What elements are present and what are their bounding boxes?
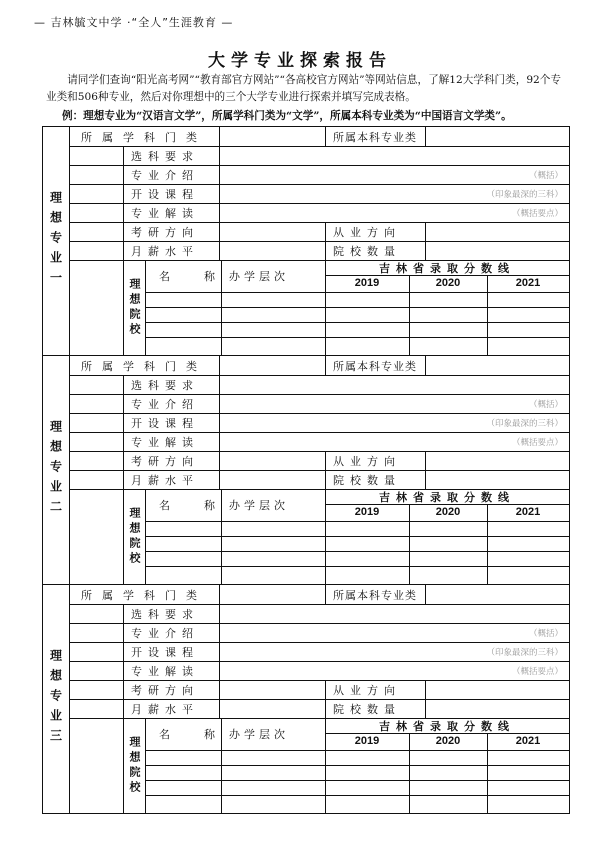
category-label: 所属学科门类 [81,359,207,373]
undergrad-class-label: 所属本科专业类 [333,359,417,373]
subject-req-row [69,375,569,395]
ideal-school-label: 理想院校 [128,735,141,796]
year-header: 2019 [354,506,380,518]
year-header: 2021 [515,277,541,289]
school-level-input[interactable] [222,293,324,353]
subject-req-row [69,604,569,624]
courses-label: 开设课程 [131,645,199,659]
undergrad-class-label: 所属本科专业类 [333,130,417,144]
school-name-input[interactable] [145,293,221,353]
postgrad-input[interactable] [219,680,325,699]
intro-row [69,394,569,414]
category-input[interactable] [219,356,325,375]
undergrad-class-input[interactable] [425,585,569,604]
salary-input[interactable] [219,241,325,260]
level-header: 办学层次 [229,499,289,512]
school-table [145,718,569,813]
courses-row [69,642,569,662]
interpret-hint: （概括要点） [511,208,563,219]
salary-input[interactable] [219,699,325,718]
postgrad-row [69,680,569,700]
interpret-hint: （概括要点） [511,666,563,677]
score-line-header: 吉林省录取分数线 [379,490,515,504]
intro-label: 专业介绍 [131,168,199,182]
salary-label: 月薪水平 [131,702,199,716]
interpret-hint: （概括要点） [511,437,563,448]
school-level-input[interactable] [222,522,324,582]
school_count-label: 院校数量 [333,244,401,258]
courses-label: 开设课程 [131,187,199,201]
postgrad-row [69,451,569,471]
year-header: 2019 [354,735,380,747]
header-line: — 吉林毓文中学 ·“全人”生涯教育 — [34,16,234,29]
level-header: 办学层次 [229,270,289,283]
interpret-row [69,432,569,452]
school_count-input[interactable] [425,241,569,260]
category-row [69,356,569,376]
intro-label: 专业介绍 [131,397,199,411]
major-section [43,127,569,356]
salary-label: 月薪水平 [131,244,199,258]
intro-hint: （概括） [528,170,563,181]
year-header: 2021 [515,735,541,747]
section-side-label: 理想专业二 [43,356,70,584]
interpret-row [69,661,569,681]
section-side-label: 理想专业三 [43,585,70,813]
undergrad-class-input[interactable] [425,127,569,146]
intro-label: 专业介绍 [131,626,199,640]
interpret-row [69,203,569,223]
subject-req-label: 选科要求 [131,149,199,163]
school-table [145,260,569,355]
subject-req-label: 选科要求 [131,378,199,392]
interpret-label: 专业解读 [131,435,199,449]
intro-row [69,165,569,185]
category-row [69,585,569,605]
page-title: 大学专业探索报告 [208,51,392,71]
year-header: 2021 [515,506,541,518]
major-section [43,585,569,813]
school-table [145,489,569,584]
postgrad-row [69,222,569,242]
intro-input[interactable] [219,394,569,413]
ideal-school-label: 理想院校 [128,506,141,567]
courses-hint: （印象最深的三科） [486,189,563,200]
subject-req-input[interactable] [219,375,569,394]
school-level-input[interactable] [222,751,324,811]
school-name-input[interactable] [145,522,221,582]
courses-label: 开设课程 [131,416,199,430]
postgrad-input[interactable] [219,222,325,241]
salary-row [69,699,569,719]
school_count-input[interactable] [425,699,569,718]
name-header: 名 称 [159,728,219,741]
career-input[interactable] [425,680,569,699]
intro-input[interactable] [219,165,569,184]
intro-hint: （概括） [528,628,563,639]
postgrad-label: 考研方向 [131,225,199,239]
subject-req-row [69,146,569,166]
undergrad-class-label: 所属本科专业类 [333,588,417,602]
career-label: 从业方向 [333,683,401,697]
school_count-input[interactable] [425,470,569,489]
level-header: 办学层次 [229,728,289,741]
category-label: 所属学科门类 [81,130,207,144]
year-header: 2020 [435,735,461,747]
category-input[interactable] [219,127,325,146]
salary-label: 月薪水平 [131,473,199,487]
subject-req-input[interactable] [219,146,569,165]
subject-req-label: 选科要求 [131,607,199,621]
example-line: 例：理想专业为“汉语言文学”，所属学科门类为“文学”，所属本科专业类为“中国语言文学类”。 [62,110,512,122]
score-line-header: 吉林省录取分数线 [379,261,515,275]
postgrad-input[interactable] [219,451,325,470]
career-label: 从业方向 [333,454,401,468]
salary-input[interactable] [219,470,325,489]
salary-row [69,241,569,261]
category-label: 所属学科门类 [81,588,207,602]
courses-row [69,184,569,204]
career-input[interactable] [425,222,569,241]
interpret-label: 专业解读 [131,206,199,220]
intro-input[interactable] [219,623,569,642]
major-section [43,356,569,585]
postgrad-label: 考研方向 [131,683,199,697]
year-header: 2020 [435,506,461,518]
intro-row [69,623,569,643]
ideal-school-label: 理想院校 [128,277,141,338]
report-table [42,126,570,814]
intro-paragraph: 请同学们查询“阳光高考网”“教育部官方网站”“各高校官方网站”等网站信息，了解12大学科门类，92个专业类和506种专业，然后对你理想中的三个大学专业进行探索并填写完成表格。 [46,74,561,103]
salary-row [69,470,569,490]
score-line-header: 吉林省录取分数线 [379,719,515,733]
name-header: 名 称 [159,270,219,283]
interpret-label: 专业解读 [131,664,199,678]
career-input[interactable] [425,451,569,470]
section-side-label: 理想专业一 [43,127,70,355]
category-input[interactable] [219,585,325,604]
name-header: 名 称 [159,499,219,512]
category-row [69,127,569,147]
year-header: 2019 [354,277,380,289]
undergrad-class-input[interactable] [425,356,569,375]
career-label: 从业方向 [333,225,401,239]
year-header: 2020 [435,277,461,289]
subject-req-input[interactable] [219,604,569,623]
school_count-label: 院校数量 [333,473,401,487]
intro-hint: （概括） [528,399,563,410]
courses-hint: （印象最深的三科） [486,647,563,658]
courses-row [69,413,569,433]
school-name-input[interactable] [145,751,221,811]
postgrad-label: 考研方向 [131,454,199,468]
school_count-label: 院校数量 [333,702,401,716]
courses-hint: （印象最深的三科） [486,418,563,429]
